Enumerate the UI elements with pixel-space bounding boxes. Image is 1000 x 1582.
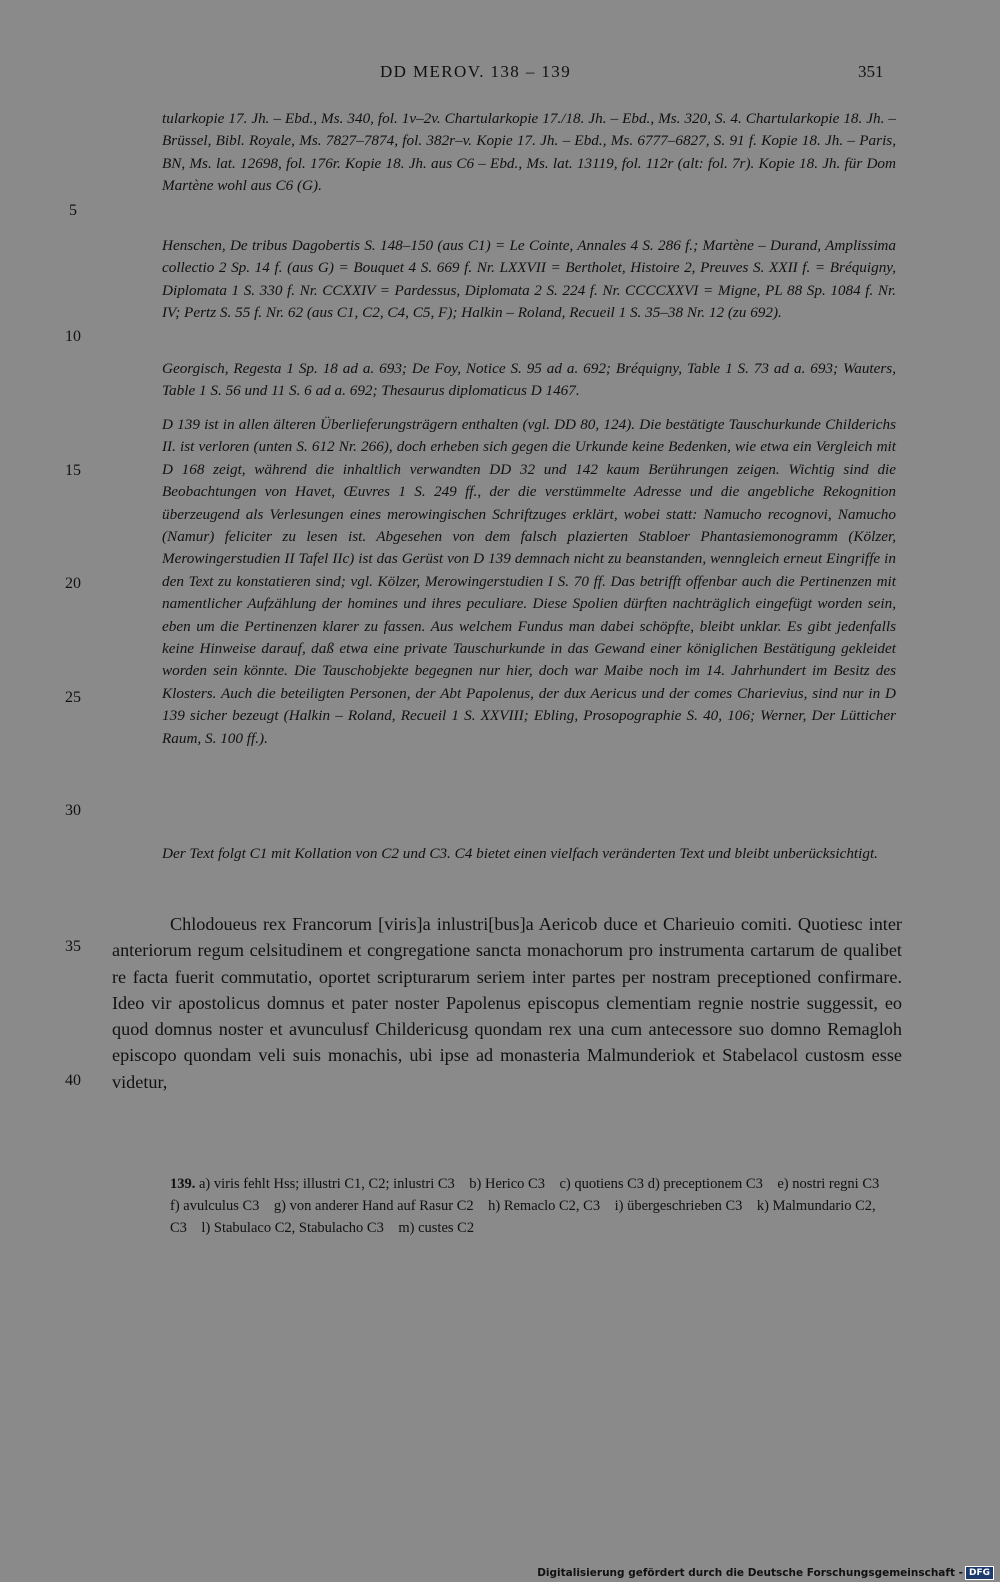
dfg-logo[interactable]: DFG	[965, 1566, 994, 1580]
note-e: e) nostri regni C3	[777, 1176, 880, 1192]
note-l: l) Stabulaco C2, Stabulacho C3	[201, 1220, 384, 1236]
line-number: 5	[69, 202, 77, 219]
charter-text	[112, 911, 902, 1095]
note-a: a) viris fehlt Hss; illustri C1, C2; inlustri C3	[199, 1176, 455, 1192]
note-f: f) avulculus C3	[170, 1198, 260, 1214]
note-c: c) quotiens C3	[559, 1176, 645, 1192]
page-number: 351	[858, 62, 884, 81]
note-document-number: 139.	[170, 1176, 196, 1192]
line-number: 10	[65, 328, 81, 345]
line-number: 35	[65, 938, 81, 955]
critical-apparatus-notes	[170, 1173, 896, 1239]
line-number: 15	[65, 462, 81, 479]
note-g: g) von anderer Hand auf Rasur C2	[273, 1198, 474, 1214]
note-h: h) Remaclo C2, C3	[488, 1198, 601, 1214]
text-basis-note: Der Text folgt C1 mit Kollation von C2 und C3. C4 bietet einen vielfach veränderten Text und bleibt unberücksichtigt.	[162, 845, 878, 862]
commentary: D 139 ist in allen älteren Überlieferungsträgern enthalten (vgl. DD 80, 124). Die bestätigte Tauschurkunde Childerichs II. ist verloren (unten S. 612 Nr. 266), doch erheben sich gegen die Urkunde keine Bedenken, wie etwa ein Vergleich mit D 168 zeigt, während die inhaltlich verwandten DD 32 und 142 kaum Berührungen zeigen. Wichtig sind die Beobachtungen von Havet, Œuvres 1 S. 249 ff., der die verstümmelte Adresse und die angebliche Rekognition überzeugend als Verlesungen eines merowingischen Schriftzuges erklärt, wobei statt: Namucho recognovi, Namucho (Namur) feliciter zu lesen ist. Abgesehen von dem falsch plazierten Stabloer Phantasiemonogramm (Kölzer, Merowingerstudien II Tafel IIc) ist das Gerüst von D 139 demnach nicht zu beanstanden, wenngleich erneut Eingriffe in den Text zu konstatieren sind; vgl. Kölzer, Merowingerstudien I S. 70 ff. Das betrifft offenbar auch die Pertinenzen mit namentlicher Aufzählung der homines und ihres peculiare. Diese Spolien dürften nachträglich eingefügt worden sein, eben um die Pertinenzen klarer zu fassen. Aus welchem Fundus man dabei schöpfte, bleibt unklar. Es gibt jedenfalls keine Hinweise darauf, daß etwa eine private Tauschurkunde in das Gewand einer königlichen Bestätigung gekleidet worden sein könnte. Die Tauschobjekte begegnen nur hier, doch war Maibe noch im 14. Jahrhundert im Besitz des Klosters. Auch die beteiligten Personen, der Abt Papolenus, der dux Aericus und der comes Charievius, sind nur in D 139 sicher bezeugt (Halkin – Roland, Recueil 1 S. XXVIII; Ebling, Prosopographie S. 40, 106; Werner, Der Lütticher Raum, S. 100 ff.).	[162, 416, 896, 747]
running-title: DD MEROV. 138 – 139	[380, 62, 572, 81]
editions-list: Henschen, De tribus Dagobertis S. 148–150 (aus C1) = Le Cointe, Annales 4 S. 286 f.; Martène – Durand, Amplissima collectio 2 Sp. 14 f. (aus G) = Bouquet 4 S. 669 f. Nr. LXXVII = Bertholet, Histoire 2, Preuves S. XXII f. = Bréquigny, Diplomata 1 S. 330 f. Nr. CCXXIV = Pardessus, Diplomata 2 S. 224 f. Nr. CCCCXXVI = Migne, PL 88 Sp. 1084 f. Nr. IV; Pertz S. 55 f. Nr. 62 (aus C1, C2, C4, C5, F); Halkin – Roland, Recueil 1 S. 35–38 Nr. 12 (zu 692).	[162, 237, 896, 322]
line-number: 25	[65, 689, 81, 706]
note-i: i) übergeschrieben C3	[614, 1198, 743, 1214]
manuscript-tradition: tularkopie 17. Jh. – Ebd., Ms. 340, fol. 1v–2v. Chartularkopie 17./18. Jh. – Ebd., Ms. 320, S. 4. Chartularkopie 18. Jh. – Brüssel, Bibl. Royale, Ms. 7827–7874, fol. 382r–v. Kopie 17. Jh. – Ebd., Ms. 6777–6827, S. 91 f. Kopie 18. Jh. – Paris, BN, Ms. lat. 12698, fol. 176r. Kopie 18. Jh. aus C6 – Ebd., Ms. lat. 13119, fol. 112r (alt: fol. 7r). Kopie 18. Jh. für Dom Martène wohl aus C6 (G).	[162, 110, 896, 195]
line-number: 40	[65, 1072, 81, 1089]
line-number: 30	[65, 802, 81, 819]
note-k: k) Malmundario C2, C3	[170, 1198, 876, 1236]
line-number: 20	[65, 575, 81, 592]
charter-body: Chlodoueus rex Francorum [viris]a inlustri[bus]a Aericob duce et Charieuio comiti. Quotiesc inter anteriorum regum celsitudinem et congregatione sancta monachorum pro instrumenta cartarum de qualibet re facta fuerit commutatio, oportet scripturarum seriem inter partes per nostram preceptioned confirmare. Ideo vir apostolicus domnus et pater noster Papolenus episcopus clementiam regnie nostrie suggessit, eo quod domnus noster et avunculusf Childericusg quondam rex una cum antecessore suo domno Remagloh episcopo quondam veli suis monachis, ubi ipse ad monasteria Malmunderiok et Stabelacol custosm esse videtur,	[112, 914, 902, 1092]
funding-text: Digitalisierung gefördert durch die Deutsche Forschungsgemeinschaft -	[537, 1567, 963, 1579]
note-b: b) Herico C3	[469, 1176, 545, 1192]
funding-footer	[537, 1566, 994, 1580]
note-m: m) custes C2	[398, 1220, 475, 1236]
note-d: d) preceptionem C3	[647, 1176, 763, 1192]
regesta-list: Georgisch, Regesta 1 Sp. 18 ad a. 693; De Foy, Notice S. 95 ad a. 692; Bréquigny, Table 1 S. 73 ad a. 693; Wauters, Table 1 S. 56 und 11 S. 6 ad a. 692; Thesaurus diplomaticus D 1467.	[162, 360, 896, 400]
